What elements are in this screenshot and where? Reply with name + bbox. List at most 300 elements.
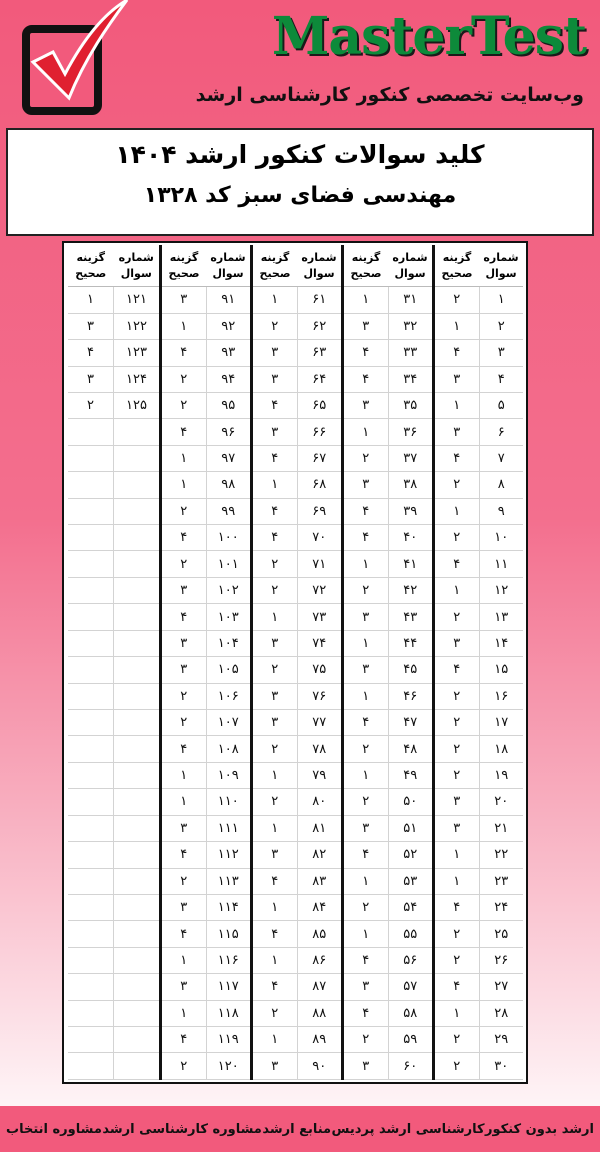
question-number-cell: ۴۷ bbox=[388, 710, 433, 735]
answer-cell: ۳ bbox=[362, 1058, 370, 1074]
answer-cell: ۱ bbox=[453, 847, 461, 863]
group-header bbox=[344, 245, 432, 287]
table-row bbox=[162, 551, 250, 577]
answer-cell bbox=[68, 921, 113, 946]
table-row bbox=[435, 710, 523, 736]
answer-group bbox=[68, 245, 159, 1080]
answer-cell: ۴ bbox=[453, 900, 461, 916]
footer-link-counseling[interactable]: مشاوره کارشناسی ارشد bbox=[102, 1121, 262, 1137]
question-number-cell: ۲۰ bbox=[479, 789, 524, 814]
question-number-cell bbox=[113, 684, 159, 709]
answer-cell: ۳ bbox=[180, 979, 188, 995]
table-row bbox=[253, 1027, 341, 1053]
answer-cell bbox=[68, 869, 113, 894]
answer-cell: ۱ bbox=[362, 635, 370, 651]
question-number-cell bbox=[113, 472, 159, 497]
answer-cell: ۲ bbox=[362, 450, 370, 466]
answer-cell: ۱ bbox=[180, 768, 188, 784]
answer-cell bbox=[68, 816, 113, 841]
answer-cell: ۳ bbox=[362, 318, 370, 334]
question-number-cell bbox=[113, 869, 159, 894]
question-number-cell: ۱۰ bbox=[479, 525, 524, 550]
question-number-cell: ۲۹ bbox=[479, 1027, 524, 1052]
question-number-cell: ۵۹ bbox=[388, 1027, 433, 1052]
table-row bbox=[344, 446, 432, 472]
answer-cell bbox=[68, 789, 113, 814]
question-number-cell: ۱۲۴ bbox=[113, 367, 159, 392]
question-number-cell bbox=[113, 551, 159, 576]
question-number-cell: ۸۰ bbox=[297, 789, 342, 814]
table-row bbox=[162, 287, 250, 313]
answer-cell: ۲ bbox=[362, 1032, 370, 1048]
answer-cell: ۱ bbox=[362, 688, 370, 704]
table-row bbox=[162, 472, 250, 498]
answer-cell: ۲ bbox=[453, 768, 461, 784]
answer-cell: ۴ bbox=[271, 926, 279, 942]
answer-cell: ۱ bbox=[87, 292, 94, 308]
table-row bbox=[68, 367, 159, 393]
question-number-cell: ۴۸ bbox=[388, 736, 433, 761]
question-number-cell: ۵۵ bbox=[388, 921, 433, 946]
question-number-cell: ۸۶ bbox=[297, 948, 342, 973]
question-number-cell: ۱۹ bbox=[479, 763, 524, 788]
question-number-cell: ۲۱ bbox=[479, 816, 524, 841]
question-number-cell: ۱۱۸ bbox=[206, 1001, 251, 1026]
question-number-cell: ۷۶ bbox=[297, 684, 342, 709]
table-row bbox=[68, 419, 159, 445]
answer-cell: ۱ bbox=[271, 1032, 279, 1048]
question-number-cell: ۱۰۸ bbox=[206, 736, 251, 761]
answer-cell: ۱ bbox=[362, 556, 370, 572]
answer-cell: ۱ bbox=[180, 794, 188, 810]
question-number-cell: ۷۴ bbox=[297, 631, 342, 656]
answer-cell: ۴ bbox=[362, 371, 370, 387]
question-number-cell bbox=[113, 842, 159, 867]
question-number-cell bbox=[113, 1027, 159, 1052]
answer-cell: ۴ bbox=[271, 530, 279, 546]
table-row bbox=[435, 1001, 523, 1027]
table-row bbox=[253, 948, 341, 974]
question-number-cell: ۸۳ bbox=[297, 869, 342, 894]
answer-cell bbox=[68, 842, 113, 867]
brand-name[interactable]: MasterTest bbox=[271, 6, 586, 67]
question-number-cell: ۹۲ bbox=[206, 314, 251, 339]
checkmark-logo-icon bbox=[25, 0, 135, 110]
question-number-cell: ۳۲ bbox=[388, 314, 433, 339]
answer-cell: ۲ bbox=[453, 688, 461, 704]
table-row bbox=[435, 446, 523, 472]
header-correct-answer: گزینه صحیح bbox=[441, 250, 473, 280]
table-row bbox=[435, 842, 523, 868]
question-number-cell: ۸۸ bbox=[297, 1001, 342, 1026]
question-number-cell: ۳۸ bbox=[388, 472, 433, 497]
table-row bbox=[435, 789, 523, 815]
answer-cell: ۱ bbox=[271, 768, 279, 784]
table-row bbox=[162, 525, 250, 551]
answer-cell: ۲ bbox=[180, 503, 188, 519]
question-number-cell: ۸۴ bbox=[297, 895, 342, 920]
answer-cell: ۱ bbox=[271, 609, 279, 625]
table-row bbox=[162, 869, 250, 895]
table-row bbox=[253, 367, 341, 393]
question-number-cell: ۳ bbox=[479, 340, 524, 365]
question-number-cell: ۲۷ bbox=[479, 974, 524, 999]
table-row bbox=[162, 948, 250, 974]
table-row bbox=[253, 419, 341, 445]
answer-cell: ۲ bbox=[180, 398, 188, 414]
table-row bbox=[435, 684, 523, 710]
answer-cell: ۱ bbox=[271, 292, 279, 308]
question-number-cell: ۹۱ bbox=[206, 287, 251, 312]
answer-group bbox=[432, 245, 523, 1080]
site-tagline: وب‌سایت تخصصی کنکور کارشناسی ارشد bbox=[195, 84, 584, 106]
question-number-cell bbox=[113, 710, 159, 735]
answer-cell: ۲ bbox=[453, 741, 461, 757]
answer-cell: ۲ bbox=[362, 794, 370, 810]
question-number-cell: ۳۱ bbox=[388, 287, 433, 312]
question-number-cell: ۱۰۴ bbox=[206, 631, 251, 656]
table-row bbox=[68, 551, 159, 577]
table-row bbox=[344, 869, 432, 895]
table-row bbox=[253, 578, 341, 604]
table-row bbox=[344, 287, 432, 313]
answer-cell: ۴ bbox=[453, 345, 461, 361]
answer-cell: ۲ bbox=[453, 609, 461, 625]
answer-cell: ۴ bbox=[87, 345, 94, 361]
answer-cell bbox=[68, 419, 113, 444]
table-row bbox=[253, 763, 341, 789]
question-number-cell: ۶۷ bbox=[297, 446, 342, 471]
table-row bbox=[68, 657, 159, 683]
question-number-cell: ۳۴ bbox=[388, 367, 433, 392]
table-row bbox=[253, 1001, 341, 1027]
answer-cell: ۴ bbox=[453, 556, 461, 572]
table-row bbox=[162, 789, 250, 815]
question-number-cell: ۸ bbox=[479, 472, 524, 497]
question-number-cell: ۱۱۷ bbox=[206, 974, 251, 999]
question-number-cell: ۵۸ bbox=[388, 1001, 433, 1026]
table-row bbox=[162, 895, 250, 921]
table-row bbox=[344, 1027, 432, 1053]
table-row bbox=[344, 948, 432, 974]
answer-cell: ۱ bbox=[453, 583, 461, 599]
answer-cell: ۳ bbox=[453, 424, 461, 440]
question-number-cell: ۹۸ bbox=[206, 472, 251, 497]
table-row bbox=[435, 314, 523, 340]
table-row bbox=[435, 736, 523, 762]
question-number-cell bbox=[113, 499, 159, 524]
answer-cell: ۳ bbox=[271, 1058, 279, 1074]
table-row bbox=[253, 604, 341, 630]
table-row bbox=[435, 921, 523, 947]
footer-link-no-exam[interactable]: ارشد بدون کنکور bbox=[485, 1121, 594, 1137]
question-number-cell: ۱۰۲ bbox=[206, 578, 251, 603]
table-row bbox=[435, 551, 523, 577]
table-row bbox=[68, 340, 159, 366]
table-row bbox=[344, 921, 432, 947]
table-row bbox=[162, 604, 250, 630]
table-row bbox=[68, 1053, 159, 1079]
table-row bbox=[162, 974, 250, 1000]
table-row bbox=[344, 684, 432, 710]
footer-link-resources[interactable]: منابع ارشد bbox=[262, 1121, 332, 1137]
table-row bbox=[435, 604, 523, 630]
table-row bbox=[344, 604, 432, 630]
question-number-cell: ۷۸ bbox=[297, 736, 342, 761]
answer-cell: ۳ bbox=[180, 635, 188, 651]
answer-cell bbox=[68, 763, 113, 788]
answer-cell bbox=[68, 1001, 113, 1026]
question-number-cell: ۴۴ bbox=[388, 631, 433, 656]
answer-cell: ۲ bbox=[271, 794, 279, 810]
answer-cell bbox=[68, 578, 113, 603]
table-row bbox=[162, 499, 250, 525]
answer-cell: ۲ bbox=[180, 371, 188, 387]
header-question-number: شماره سوال bbox=[210, 250, 246, 280]
question-number-cell: ۹۴ bbox=[206, 367, 251, 392]
question-number-cell: ۵۰ bbox=[388, 789, 433, 814]
table-row bbox=[162, 419, 250, 445]
question-number-cell: ۳۷ bbox=[388, 446, 433, 471]
question-number-cell: ۸۷ bbox=[297, 974, 342, 999]
question-number-cell bbox=[113, 578, 159, 603]
answer-cell: ۱ bbox=[271, 820, 279, 836]
site-header bbox=[0, 0, 600, 125]
answer-cell: ۳ bbox=[87, 318, 94, 334]
answer-cell bbox=[68, 657, 113, 682]
page-title: کلید سوالات کنکور ارشد ۱۴۰۴ bbox=[115, 140, 485, 169]
table-row bbox=[68, 948, 159, 974]
table-row bbox=[253, 472, 341, 498]
answer-cell: ۳ bbox=[271, 424, 279, 440]
question-number-cell bbox=[113, 1001, 159, 1026]
question-number-cell: ۳۹ bbox=[388, 499, 433, 524]
question-number-cell: ۱۱۱ bbox=[206, 816, 251, 841]
answer-cell: ۳ bbox=[362, 820, 370, 836]
table-row bbox=[253, 287, 341, 313]
answer-cell: ۱ bbox=[362, 424, 370, 440]
question-number-cell: ۴۱ bbox=[388, 551, 433, 576]
table-row bbox=[435, 419, 523, 445]
answer-cell: ۲ bbox=[180, 556, 188, 572]
footer-link-selection[interactable]: مشاوره انتخاب bbox=[6, 1121, 102, 1137]
group-header bbox=[435, 245, 523, 287]
question-number-cell: ۵۳ bbox=[388, 869, 433, 894]
table-row bbox=[68, 763, 159, 789]
table-row bbox=[344, 763, 432, 789]
question-number-cell bbox=[113, 921, 159, 946]
answer-cell: ۳ bbox=[453, 820, 461, 836]
question-number-cell: ۱۱۹ bbox=[206, 1027, 251, 1052]
question-number-cell: ۸۲ bbox=[297, 842, 342, 867]
question-number-cell bbox=[113, 789, 159, 814]
question-number-cell: ۵۶ bbox=[388, 948, 433, 973]
table-row bbox=[435, 578, 523, 604]
question-number-cell: ۱۸ bbox=[479, 736, 524, 761]
answer-cell: ۲ bbox=[271, 741, 279, 757]
question-number-cell: ۱۰۱ bbox=[206, 551, 251, 576]
question-number-cell: ۸۱ bbox=[297, 816, 342, 841]
footer-link-pardis[interactable]: کارشناسی ارشد پردیس bbox=[331, 1121, 485, 1137]
answer-cell: ۲ bbox=[453, 1058, 461, 1074]
answer-cell: ۴ bbox=[271, 450, 279, 466]
table-row bbox=[253, 499, 341, 525]
question-number-cell: ۱۱۵ bbox=[206, 921, 251, 946]
answer-cell: ۲ bbox=[362, 583, 370, 599]
answer-cell: ۲ bbox=[453, 477, 461, 493]
question-number-cell: ۶۲ bbox=[297, 314, 342, 339]
answer-cell: ۱ bbox=[362, 873, 370, 889]
table-row bbox=[162, 763, 250, 789]
answer-cell: ۳ bbox=[453, 635, 461, 651]
question-number-cell: ۱۶ bbox=[479, 684, 524, 709]
group-header bbox=[68, 245, 159, 287]
table-row bbox=[253, 525, 341, 551]
answer-cell bbox=[68, 710, 113, 735]
answer-cell: ۳ bbox=[271, 688, 279, 704]
answer-cell: ۳ bbox=[362, 609, 370, 625]
answer-cell: ۱ bbox=[453, 398, 461, 414]
question-number-cell: ۱۰۵ bbox=[206, 657, 251, 682]
answer-cell: ۲ bbox=[271, 556, 279, 572]
answer-cell: ۴ bbox=[180, 741, 188, 757]
answer-cell: ۳ bbox=[180, 662, 188, 678]
question-number-cell: ۷۲ bbox=[297, 578, 342, 603]
question-number-cell bbox=[113, 895, 159, 920]
table-row bbox=[344, 314, 432, 340]
table-row bbox=[68, 1001, 159, 1027]
question-number-cell: ۹۷ bbox=[206, 446, 251, 471]
answer-cell: ۴ bbox=[180, 345, 188, 361]
table-row bbox=[68, 604, 159, 630]
header-correct-answer: گزینه صحیح bbox=[75, 250, 107, 280]
table-row bbox=[435, 948, 523, 974]
table-row bbox=[68, 446, 159, 472]
table-row bbox=[344, 551, 432, 577]
question-number-cell bbox=[113, 816, 159, 841]
question-number-cell: ۳۵ bbox=[388, 393, 433, 418]
table-row bbox=[162, 921, 250, 947]
answer-cell: ۳ bbox=[180, 583, 188, 599]
answer-cell bbox=[68, 446, 113, 471]
table-row bbox=[435, 1027, 523, 1053]
question-number-cell: ۱۴ bbox=[479, 631, 524, 656]
question-number-cell: ۷۳ bbox=[297, 604, 342, 629]
answer-cell bbox=[68, 525, 113, 550]
answer-key-groups bbox=[67, 245, 523, 1080]
answer-cell: ۴ bbox=[453, 979, 461, 995]
table-row bbox=[253, 842, 341, 868]
answer-cell bbox=[68, 736, 113, 761]
table-row bbox=[253, 921, 341, 947]
question-number-cell: ۶۴ bbox=[297, 367, 342, 392]
question-number-cell: ۴۳ bbox=[388, 604, 433, 629]
question-number-cell: ۹ bbox=[479, 499, 524, 524]
answer-cell: ۳ bbox=[453, 794, 461, 810]
answer-cell: ۳ bbox=[362, 398, 370, 414]
question-number-cell: ۹۶ bbox=[206, 419, 251, 444]
table-row bbox=[344, 816, 432, 842]
answer-cell: ۴ bbox=[271, 398, 279, 414]
question-number-cell: ۱۷ bbox=[479, 710, 524, 735]
answer-cell: ۳ bbox=[362, 979, 370, 995]
table-row bbox=[68, 921, 159, 947]
group-header bbox=[253, 245, 341, 287]
table-row bbox=[68, 578, 159, 604]
question-number-cell: ۱۰۶ bbox=[206, 684, 251, 709]
table-row bbox=[253, 816, 341, 842]
table-row bbox=[162, 710, 250, 736]
answer-cell: ۲ bbox=[180, 1058, 188, 1074]
question-number-cell: ۱ bbox=[479, 287, 524, 312]
table-row bbox=[435, 367, 523, 393]
answer-cell: ۲ bbox=[180, 715, 188, 731]
question-number-cell: ۷۷ bbox=[297, 710, 342, 735]
header-correct-answer: گزینه صحیح bbox=[350, 250, 382, 280]
question-number-cell bbox=[113, 763, 159, 788]
question-number-cell: ۵۴ bbox=[388, 895, 433, 920]
table-row bbox=[344, 736, 432, 762]
table-row bbox=[68, 1027, 159, 1053]
table-row bbox=[253, 340, 341, 366]
table-row bbox=[344, 710, 432, 736]
table-row bbox=[253, 974, 341, 1000]
table-row bbox=[68, 287, 159, 313]
table-row bbox=[253, 1053, 341, 1079]
answer-cell: ۳ bbox=[271, 371, 279, 387]
question-number-cell: ۹۰ bbox=[297, 1053, 342, 1078]
answer-cell: ۱ bbox=[180, 1005, 188, 1021]
question-number-cell: ۴ bbox=[479, 367, 524, 392]
table-row bbox=[253, 393, 341, 419]
question-number-cell: ۵۷ bbox=[388, 974, 433, 999]
question-number-cell: ۱۲۵ bbox=[113, 393, 159, 418]
table-row bbox=[344, 525, 432, 551]
answer-group bbox=[250, 245, 341, 1080]
table-row bbox=[68, 842, 159, 868]
question-number-cell: ۱۱۴ bbox=[206, 895, 251, 920]
table-row bbox=[435, 895, 523, 921]
answer-cell bbox=[68, 551, 113, 576]
table-row bbox=[68, 393, 159, 419]
answer-cell: ۴ bbox=[271, 503, 279, 519]
table-row bbox=[162, 1053, 250, 1079]
table-row bbox=[344, 340, 432, 366]
table-row bbox=[68, 710, 159, 736]
answer-cell: ۲ bbox=[453, 1032, 461, 1048]
answer-cell bbox=[68, 974, 113, 999]
question-number-cell: ۹۳ bbox=[206, 340, 251, 365]
answer-cell: ۳ bbox=[180, 900, 188, 916]
answer-cell: ۲ bbox=[453, 926, 461, 942]
table-row bbox=[435, 763, 523, 789]
answer-cell: ۴ bbox=[362, 953, 370, 968]
question-number-cell: ۵۲ bbox=[388, 842, 433, 867]
answer-cell bbox=[68, 631, 113, 656]
answer-cell: ۱ bbox=[453, 318, 461, 334]
answer-cell: ۳ bbox=[362, 662, 370, 678]
table-row bbox=[68, 895, 159, 921]
question-number-cell: ۱۲ bbox=[479, 578, 524, 603]
answer-cell: ۴ bbox=[362, 715, 370, 731]
table-row bbox=[162, 736, 250, 762]
table-row bbox=[344, 499, 432, 525]
answer-cell: ۴ bbox=[180, 1032, 188, 1048]
answer-cell: ۳ bbox=[453, 371, 461, 387]
table-row bbox=[253, 314, 341, 340]
question-number-cell: ۱۰۳ bbox=[206, 604, 251, 629]
question-number-cell: ۹۵ bbox=[206, 393, 251, 418]
